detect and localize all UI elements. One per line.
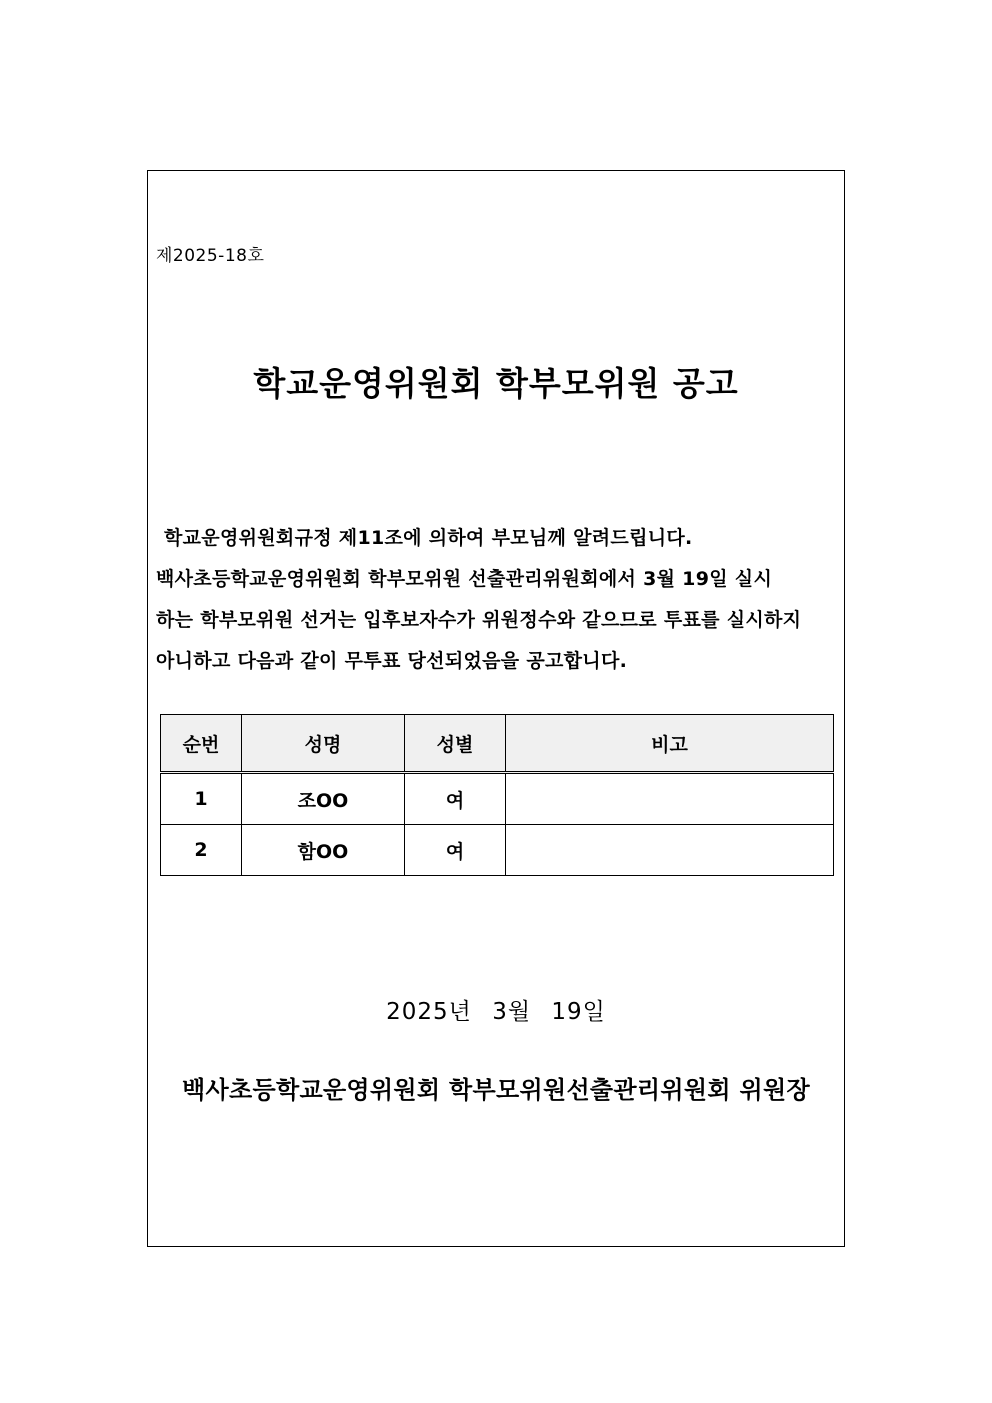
cell-gender: 여 bbox=[405, 825, 506, 876]
document-title: 학교운영위원회 학부모위원 공고 bbox=[253, 364, 739, 403]
body-line: 하는 학부모위원 선거는 입후보자수가 위원정수와 같으므로 투표를 실시하지 bbox=[156, 609, 802, 631]
announcement-body bbox=[156, 524, 840, 688]
date-month: 3월 bbox=[492, 999, 532, 1025]
cell-remarks bbox=[506, 825, 834, 876]
header-remarks: 비고 bbox=[506, 715, 834, 773]
cell-gender: 여 bbox=[405, 773, 506, 825]
announcement-date bbox=[0, 993, 992, 1026]
table-row bbox=[161, 773, 834, 825]
cell-name: 조OO bbox=[242, 773, 405, 825]
header-name: 성명 bbox=[242, 715, 405, 773]
body-line: 아니하고 다음과 같이 무투표 당선되었음을 공고합니다. bbox=[156, 650, 628, 672]
cell-order: 1 bbox=[161, 773, 242, 825]
cell-remarks bbox=[506, 773, 834, 825]
cell-order: 2 bbox=[161, 825, 242, 876]
date-day: 19일 bbox=[551, 999, 606, 1025]
header-gender: 성별 bbox=[405, 715, 506, 773]
body-line: 백사초등학교운영위원회 학부모위원 선출관리위원회에서 3월 19일 실시 bbox=[156, 568, 773, 590]
document-number: 제2025-18호 bbox=[156, 246, 265, 266]
cell-name: 함OO bbox=[242, 825, 405, 876]
body-line: 학교운영위원회규정 제11조에 의하여 부모님께 알려드립니다. bbox=[164, 527, 693, 549]
elected-members-table bbox=[160, 714, 834, 876]
date-year: 2025년 bbox=[386, 999, 472, 1025]
table-row bbox=[161, 825, 834, 876]
table-header-row bbox=[161, 715, 834, 773]
header-order: 순번 bbox=[161, 715, 242, 773]
signature-line: 백사초등학교운영위원회 학부모위원선출관리위원회 위원장 bbox=[182, 1076, 810, 1104]
